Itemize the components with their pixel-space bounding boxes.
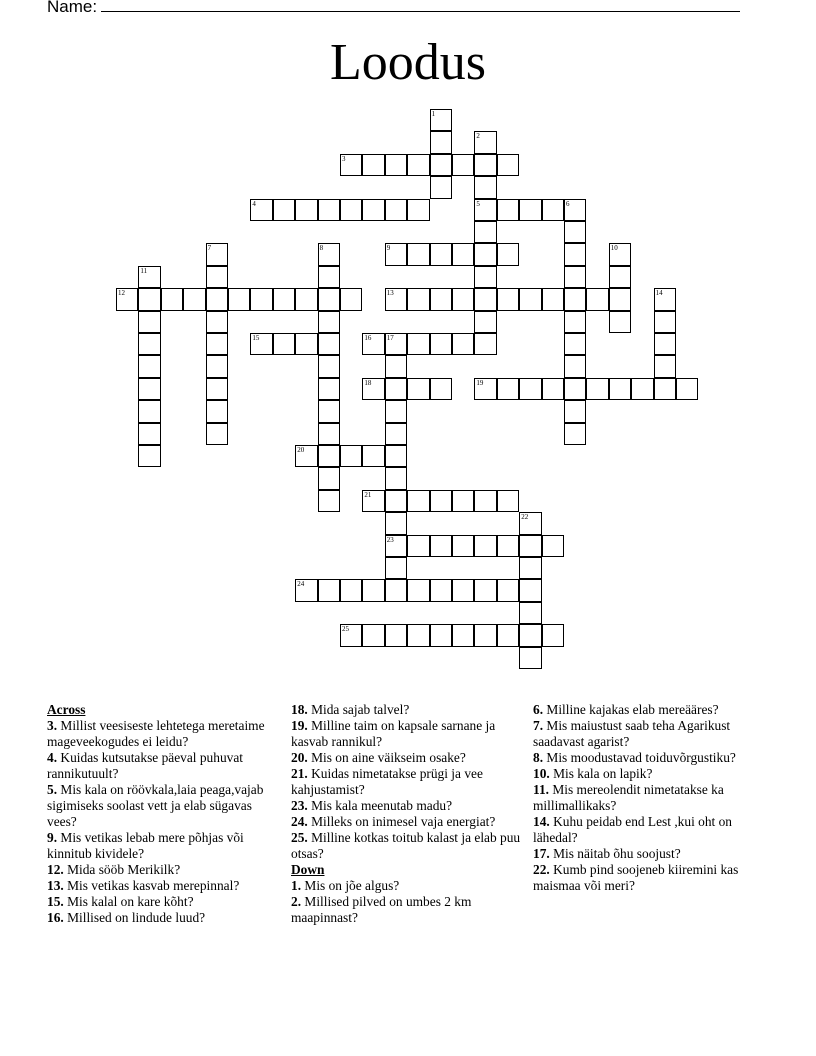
grid-cell[interactable]	[318, 199, 340, 221]
clue-text: Mis kala meenutab madu?	[311, 798, 453, 813]
clue-text: Mis vetikas kasvab merepinnal?	[67, 878, 240, 893]
cell-number: 3	[342, 154, 346, 163]
across-heading: Across	[47, 702, 86, 717]
cell-number: 4	[252, 199, 256, 208]
grid-cell[interactable]	[474, 624, 496, 646]
across-clue-21	[291, 766, 527, 798]
grid-cell[interactable]	[318, 467, 340, 489]
grid-cell[interactable]	[318, 579, 340, 601]
grid-cell[interactable]	[474, 535, 496, 557]
cell-number: 21	[364, 490, 372, 499]
grid-cell[interactable]	[318, 333, 340, 355]
grid-cell[interactable]	[138, 333, 160, 355]
clue-number: 10.	[533, 766, 550, 781]
down-clue-11	[533, 782, 769, 814]
grid-cell[interactable]	[385, 579, 407, 601]
grid-cell[interactable]	[385, 423, 407, 445]
grid-cell[interactable]	[676, 378, 698, 400]
grid-cell[interactable]	[318, 445, 340, 467]
clue-number: 17.	[533, 846, 550, 861]
cell-number: 7	[207, 244, 212, 253]
cell-number: 25	[342, 625, 349, 634]
grid-cell[interactable]	[340, 445, 362, 467]
down-clue-17	[533, 846, 769, 862]
grid-cell[interactable]	[452, 288, 474, 310]
grid-cell[interactable]	[138, 378, 160, 400]
clue-number: 6.	[533, 702, 544, 717]
grid-cell[interactable]	[362, 154, 384, 176]
cell-number: 14	[655, 289, 663, 298]
clue-text: Mida sööb Merikilk?	[67, 862, 181, 877]
cell-number: 10	[610, 244, 618, 253]
grid-cell[interactable]	[654, 311, 676, 333]
down-clue-1	[291, 878, 527, 894]
cell-number: 20	[297, 446, 305, 454]
down-clue-10	[533, 766, 769, 782]
grid-cell[interactable]	[519, 288, 541, 310]
grid-cell[interactable]	[519, 512, 541, 534]
grid-cell[interactable]	[519, 535, 541, 557]
grid-cell[interactable]	[474, 579, 496, 601]
grid-cell[interactable]	[609, 378, 631, 400]
grid-cell[interactable]	[340, 288, 362, 310]
across-clue-19	[291, 718, 527, 750]
grid-cell[interactable]	[385, 355, 407, 377]
cell-number: 11	[140, 266, 148, 275]
grid-cell[interactable]	[407, 624, 429, 646]
grid-cell[interactable]	[474, 266, 496, 288]
grid-cell[interactable]	[206, 378, 228, 400]
grid-cell[interactable]	[497, 243, 519, 265]
grid-cell[interactable]	[138, 355, 160, 377]
grid-cell[interactable]	[385, 467, 407, 489]
grid-cell[interactable]	[273, 333, 295, 355]
grid-cell[interactable]	[228, 288, 250, 310]
grid-cell[interactable]	[138, 400, 160, 422]
grid-cell[interactable]	[519, 624, 541, 646]
clue-text: Mis kala on lapik?	[553, 766, 653, 781]
grid-cell[interactable]	[318, 311, 340, 333]
clue-text: Mis on aine väikseim osake?	[311, 750, 466, 765]
grid-cell[interactable]	[452, 333, 474, 355]
clue-text: Mis mereolendit nimetatakse ka millimallikaks?	[533, 782, 724, 813]
grid-cell[interactable]	[452, 243, 474, 265]
clue-number: 3.	[47, 718, 58, 733]
clue-text: Mis kalal on kare kõht?	[67, 894, 194, 909]
grid-cell[interactable]	[318, 355, 340, 377]
grid-cell[interactable]	[564, 423, 586, 445]
cell-number: 18	[364, 378, 372, 387]
grid-cell[interactable]	[542, 378, 564, 400]
grid-cell[interactable]	[273, 199, 295, 221]
grid-cell[interactable]	[564, 288, 586, 310]
grid-cell[interactable]	[295, 445, 317, 467]
clues-column-3	[533, 702, 769, 894]
cell-number: 5	[476, 199, 480, 208]
clue-number: 16.	[47, 910, 64, 925]
grid-cell[interactable]	[564, 311, 586, 333]
grid-cell[interactable]	[385, 624, 407, 646]
grid-cell[interactable]	[542, 624, 564, 646]
cell-number: 15	[252, 334, 260, 342]
grid-cell[interactable]	[654, 378, 676, 400]
grid-cell[interactable]	[407, 579, 429, 601]
grid-cell[interactable]	[430, 624, 452, 646]
down-heading: Down	[291, 862, 325, 877]
grid-cell[interactable]	[519, 378, 541, 400]
grid-cell[interactable]	[295, 333, 317, 355]
grid-cell[interactable]	[609, 266, 631, 288]
grid-cell[interactable]	[452, 624, 474, 646]
grid-cell[interactable]	[295, 579, 317, 601]
grid-cell[interactable]	[609, 311, 631, 333]
grid-cell[interactable]	[385, 199, 407, 221]
grid-cell[interactable]	[474, 221, 496, 243]
grid-cell[interactable]	[385, 288, 407, 310]
grid-cell[interactable]	[206, 243, 228, 265]
grid-cell[interactable]	[318, 266, 340, 288]
grid-cell[interactable]	[497, 378, 519, 400]
clues-column-1	[47, 702, 283, 926]
grid-cell[interactable]	[407, 199, 429, 221]
clue-number: 7.	[533, 718, 544, 733]
grid-cell[interactable]	[340, 199, 362, 221]
grid-cell[interactable]	[586, 288, 608, 310]
clue-text: Milline kotkas toitub kalast ja elab puu otsas?	[291, 830, 521, 861]
grid-cell[interactable]	[474, 199, 496, 221]
grid-cell[interactable]	[654, 288, 676, 310]
clue-text: Mis on jõe algus?	[304, 878, 400, 893]
across-clue-24	[291, 814, 527, 830]
grid-cell[interactable]	[564, 243, 586, 265]
grid-cell[interactable]	[654, 333, 676, 355]
grid-cell[interactable]	[452, 535, 474, 557]
clue-text: Milline kajakas elab mereääres?	[546, 702, 719, 717]
cell-number: 24	[297, 580, 305, 589]
grid-cell[interactable]	[116, 288, 138, 310]
clue-text: Kumb pind soojeneb kiiremini kas maismaa või meri?	[533, 862, 739, 893]
grid-cell[interactable]	[362, 624, 384, 646]
clue-text: Milline taim on kapsale sarnane ja kasvab rannikul?	[291, 718, 496, 749]
across-clue-25	[291, 830, 527, 862]
clues-column-2	[291, 702, 527, 926]
across-clue-20	[291, 750, 527, 766]
grid-cell[interactable]	[430, 131, 452, 153]
clue-text: Kuhu peidab end Lest ,kui oht on lähedal?	[533, 814, 732, 845]
grid-cell[interactable]	[318, 378, 340, 400]
grid-cell[interactable]	[138, 288, 160, 310]
grid-cell[interactable]	[407, 490, 429, 512]
clue-number: 21.	[291, 766, 308, 781]
grid-cell[interactable]	[161, 288, 183, 310]
grid-cell[interactable]	[586, 378, 608, 400]
clue-number: 5.	[47, 782, 58, 797]
grid-cell[interactable]	[519, 579, 541, 601]
grid-cell[interactable]	[430, 535, 452, 557]
clue-number: 2.	[291, 894, 302, 909]
clue-text: Mis kala on röövkala,laia peaga,vajab sigimiseks soolast vett ja elab sügavas vees?	[47, 782, 264, 829]
cell-number: 16	[364, 334, 372, 342]
grid-cell[interactable]	[430, 333, 452, 355]
grid-cell[interactable]	[430, 176, 452, 198]
grid-cell[interactable]	[385, 400, 407, 422]
down-clue-2	[291, 894, 527, 926]
clue-text: Kuidas kutsutakse päeval puhuvat rannikutuult?	[47, 750, 243, 781]
clue-text: Mis moodustavad toiduvõrgustiku?	[546, 750, 736, 765]
grid-cell[interactable]	[318, 288, 340, 310]
clue-number: 8.	[533, 750, 544, 765]
name-label: Name:	[47, 0, 98, 16]
grid-cell[interactable]	[362, 199, 384, 221]
grid-cell[interactable]	[564, 266, 586, 288]
down-clue-7	[533, 718, 769, 750]
across-clue-23	[291, 798, 527, 814]
across-clue-4	[47, 750, 283, 782]
grid-cell[interactable]	[318, 400, 340, 422]
clue-number: 14.	[533, 814, 550, 829]
grid-cell[interactable]	[340, 579, 362, 601]
grid-cell[interactable]	[564, 400, 586, 422]
grid-cell[interactable]	[430, 378, 452, 400]
grid-cell[interactable]	[474, 490, 496, 512]
cell-number: 6	[566, 199, 570, 208]
grid-cell[interactable]	[295, 288, 317, 310]
clue-number: 18.	[291, 702, 308, 717]
grid-cell[interactable]	[609, 288, 631, 310]
grid-cell[interactable]	[407, 243, 429, 265]
cell-number: 22	[521, 513, 529, 522]
clue-number: 4.	[47, 750, 58, 765]
down-clue-8	[533, 750, 769, 766]
grid-cell[interactable]	[564, 221, 586, 243]
grid-cell[interactable]	[385, 557, 407, 579]
grid-cell[interactable]	[497, 154, 519, 176]
clue-number: 1.	[291, 878, 302, 893]
grid-cell[interactable]	[430, 579, 452, 601]
grid-cell[interactable]	[474, 131, 496, 153]
clue-text: Kuidas nimetatakse prügi ja vee kahjustamist?	[291, 766, 483, 797]
grid-cell[interactable]	[138, 423, 160, 445]
clue-number: 11.	[533, 782, 549, 797]
grid-cell[interactable]	[250, 199, 272, 221]
grid-cell[interactable]	[138, 311, 160, 333]
clue-number: 25.	[291, 830, 308, 845]
cell-number: 1	[431, 110, 436, 118]
grid-cell[interactable]	[474, 288, 496, 310]
grid-cell[interactable]	[452, 154, 474, 176]
grid-cell[interactable]	[430, 154, 452, 176]
grid-cell[interactable]	[609, 243, 631, 265]
grid-cell[interactable]	[519, 199, 541, 221]
grid-cell[interactable]	[474, 311, 496, 333]
grid-cell[interactable]	[318, 243, 340, 265]
grid-cell[interactable]	[385, 512, 407, 534]
cell-number: 2	[476, 132, 480, 141]
grid-cell[interactable]	[385, 535, 407, 557]
grid-cell[interactable]	[474, 176, 496, 198]
grid-cell[interactable]	[385, 378, 407, 400]
grid-cell[interactable]	[340, 624, 362, 646]
grid-cell[interactable]	[206, 400, 228, 422]
grid-cell[interactable]	[385, 154, 407, 176]
grid-cell[interactable]	[654, 355, 676, 377]
grid-cell[interactable]	[474, 333, 496, 355]
grid-cell[interactable]	[497, 579, 519, 601]
grid-cell[interactable]	[385, 490, 407, 512]
grid-cell[interactable]	[138, 445, 160, 467]
across-clue-12	[47, 862, 283, 878]
clue-number: 9.	[47, 830, 58, 845]
clue-number: 12.	[47, 862, 64, 877]
grid-cell[interactable]	[362, 445, 384, 467]
puzzle-title: Loodus	[330, 34, 486, 91]
grid-cell[interactable]	[452, 490, 474, 512]
across-clue-15	[47, 894, 283, 910]
grid-cell[interactable]	[497, 535, 519, 557]
clue-text: Milleks on inimesel vaja energiat?	[311, 814, 496, 829]
cell-number: 17	[386, 334, 394, 342]
grid-cell[interactable]	[519, 647, 541, 669]
grid-cell[interactable]	[250, 288, 272, 310]
grid-cell[interactable]	[542, 288, 564, 310]
grid-cell[interactable]	[564, 355, 586, 377]
grid-cell[interactable]	[474, 243, 496, 265]
clue-number: 24.	[291, 814, 308, 829]
across-clue-3	[47, 718, 283, 750]
grid-cell[interactable]	[474, 378, 496, 400]
across-clue-18	[291, 702, 527, 718]
grid-cell[interactable]	[318, 423, 340, 445]
grid-cell[interactable]	[497, 624, 519, 646]
grid-cell[interactable]	[206, 355, 228, 377]
clue-text: Mis maiustust saab teha Agarikust saadavast agarist?	[533, 718, 731, 749]
grid-cell[interactable]	[183, 288, 205, 310]
grid-cell[interactable]	[519, 602, 541, 624]
grid-cell[interactable]	[497, 288, 519, 310]
clue-number: 20.	[291, 750, 308, 765]
grid-cell[interactable]	[407, 288, 429, 310]
grid-cell[interactable]	[385, 333, 407, 355]
grid-cell[interactable]	[385, 445, 407, 467]
cell-number: 12	[118, 289, 125, 298]
grid-cell[interactable]	[407, 333, 429, 355]
grid-cell[interactable]	[474, 154, 496, 176]
grid-cell[interactable]	[564, 378, 586, 400]
grid-cell[interactable]	[497, 490, 519, 512]
cell-number: 13	[386, 289, 394, 298]
grid-cell[interactable]	[362, 333, 384, 355]
grid-cell[interactable]	[452, 579, 474, 601]
grid-cell[interactable]	[138, 266, 160, 288]
clue-text: Millised pilved on umbes 2 km maapinnast?	[291, 894, 472, 925]
clue-number: 15.	[47, 894, 64, 909]
grid-cell[interactable]	[542, 199, 564, 221]
clue-number: 19.	[291, 718, 308, 733]
grid-cell[interactable]	[631, 378, 653, 400]
grid-cell[interactable]	[206, 423, 228, 445]
grid-cell[interactable]	[206, 288, 228, 310]
clue-number: 23.	[291, 798, 308, 813]
across-clue-16	[47, 910, 283, 926]
grid-cell[interactable]	[497, 199, 519, 221]
cell-number: 23	[386, 535, 394, 544]
grid-cell[interactable]	[362, 579, 384, 601]
grid-cell[interactable]	[206, 311, 228, 333]
across-clue-13	[47, 878, 283, 894]
grid-cell[interactable]	[564, 199, 586, 221]
grid-cell[interactable]	[430, 243, 452, 265]
across-clue-9	[47, 830, 283, 862]
grid-cell[interactable]	[250, 333, 272, 355]
grid-cell[interactable]	[519, 557, 541, 579]
clue-text: Millised on lindude luud?	[67, 910, 206, 925]
grid-cell[interactable]	[430, 288, 452, 310]
clue-text: Mida sajab talvel?	[311, 702, 410, 717]
grid-cell[interactable]	[430, 109, 452, 131]
cell-number: 19	[476, 378, 484, 387]
grid-cell[interactable]	[295, 199, 317, 221]
clue-text: Millist veesiseste lehtetega meretaime mageveekogudes ei leidu?	[47, 718, 265, 749]
grid-cell[interactable]	[318, 490, 340, 512]
grid-cell[interactable]	[206, 333, 228, 355]
grid-cell[interactable]	[362, 378, 384, 400]
down-clue-22	[533, 862, 769, 894]
clue-text: Mis vetikas lebab mere põhjas või kinnitub kividele?	[47, 830, 244, 861]
grid-cell[interactable]	[542, 535, 564, 557]
clue-text: Mis näitab õhu soojust?	[553, 846, 681, 861]
down-clue-6	[533, 702, 769, 718]
grid-cell[interactable]	[385, 243, 407, 265]
grid-cell[interactable]	[407, 154, 429, 176]
grid-cell[interactable]	[430, 490, 452, 512]
grid-cell[interactable]	[206, 266, 228, 288]
grid-cell[interactable]	[407, 535, 429, 557]
clue-number: 13.	[47, 878, 64, 893]
grid-cell[interactable]	[407, 378, 429, 400]
cell-number: 9	[386, 244, 391, 253]
grid-cell[interactable]	[340, 154, 362, 176]
grid-cell[interactable]	[273, 288, 295, 310]
grid-cell[interactable]	[362, 490, 384, 512]
grid-cell[interactable]	[564, 333, 586, 355]
across-clue-5	[47, 782, 283, 830]
clue-number: 22.	[533, 862, 550, 877]
down-clue-14	[533, 814, 769, 846]
cell-number: 8	[319, 244, 324, 253]
